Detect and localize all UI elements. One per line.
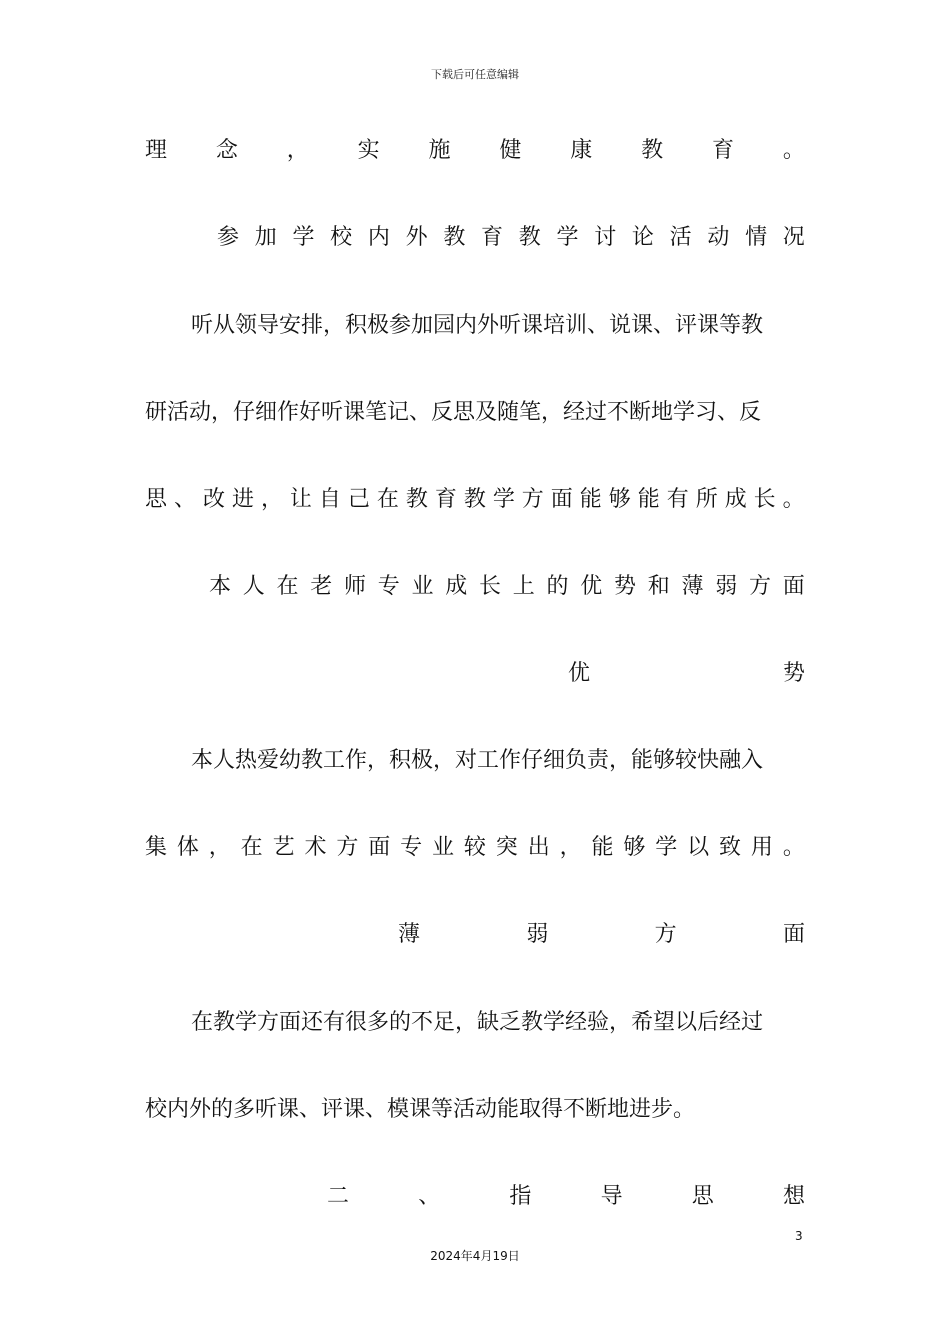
text-line bbox=[145, 570, 805, 604]
text-char: 能 bbox=[579, 487, 602, 512]
text-char: 上 bbox=[512, 574, 535, 599]
text-char: 业 bbox=[432, 835, 455, 860]
text-line: 校内外的多听课、评课、模课等活动能取得不断地进步。 bbox=[145, 1097, 696, 1122]
text-char: 集 bbox=[145, 835, 168, 860]
text-line bbox=[145, 483, 805, 517]
text-char: 和 bbox=[647, 574, 670, 599]
text-char: 致 bbox=[719, 835, 742, 860]
text-char: 薄 bbox=[681, 574, 704, 599]
text-char: 势 bbox=[782, 661, 805, 686]
text-char: 思 bbox=[691, 1184, 714, 1209]
text-char: 出 bbox=[527, 835, 550, 860]
text-char: 。 bbox=[782, 487, 805, 512]
text-char: 二 bbox=[327, 1184, 350, 1209]
text-char: 。 bbox=[782, 835, 805, 860]
text-char: 教 bbox=[518, 225, 541, 250]
text-char: 业 bbox=[411, 574, 434, 599]
text-char: 体 bbox=[176, 835, 199, 860]
text-char: 想 bbox=[782, 1184, 805, 1209]
text-line bbox=[145, 657, 805, 691]
text-char: 健 bbox=[499, 138, 522, 163]
text-char: 面 bbox=[782, 922, 805, 947]
text-char: 让 bbox=[289, 487, 312, 512]
text-char: 突 bbox=[495, 835, 518, 860]
text-char: 康 bbox=[570, 138, 593, 163]
text-char: 教 bbox=[641, 138, 664, 163]
text-char: 专 bbox=[400, 835, 423, 860]
text-char: ， bbox=[260, 487, 283, 512]
text-line: 在教学方面还有很多的不足，缺乏教学经验，希望以后经过 bbox=[191, 1010, 764, 1035]
text-char: 改 bbox=[202, 487, 225, 512]
text-char: 能 bbox=[637, 487, 660, 512]
text-char: 所 bbox=[695, 487, 718, 512]
text-char: 进 bbox=[231, 487, 254, 512]
text-char: 己 bbox=[347, 487, 370, 512]
text-char: 长 bbox=[479, 574, 502, 599]
text-char: 在 bbox=[276, 574, 299, 599]
text-char: 校 bbox=[330, 225, 353, 250]
text-char: 理 bbox=[145, 138, 168, 163]
text-char: 用 bbox=[750, 835, 773, 860]
text-char: 动 bbox=[707, 225, 730, 250]
text-line bbox=[145, 134, 805, 168]
text-char: 念 bbox=[215, 138, 238, 163]
text-char: 在 bbox=[376, 487, 399, 512]
text-char: 人 bbox=[242, 574, 265, 599]
text-char: 老 bbox=[310, 574, 333, 599]
text-char: 艺 bbox=[272, 835, 295, 860]
text-char: 弱 bbox=[526, 922, 549, 947]
text-char: 有 bbox=[666, 487, 689, 512]
text-char: 学 bbox=[292, 225, 315, 250]
text-char: 实 bbox=[357, 138, 380, 163]
text-char: 专 bbox=[377, 574, 400, 599]
text-line bbox=[145, 221, 805, 255]
text-char: 师 bbox=[344, 574, 367, 599]
text-char: 情 bbox=[745, 225, 768, 250]
text-char: 面 bbox=[368, 835, 391, 860]
text-char: 方 bbox=[336, 835, 359, 860]
text-char: 较 bbox=[463, 835, 486, 860]
text-char: 能 bbox=[591, 835, 614, 860]
text-char: 育 bbox=[434, 487, 457, 512]
text-char: 面 bbox=[550, 487, 573, 512]
text-char: 内 bbox=[367, 225, 390, 250]
text-char: 讨 bbox=[594, 225, 617, 250]
text-char: 优 bbox=[580, 574, 603, 599]
page-number: 3 bbox=[795, 1229, 803, 1243]
text-char: 弱 bbox=[715, 574, 738, 599]
text-char: 学 bbox=[655, 835, 678, 860]
text-char: ， bbox=[208, 835, 231, 860]
text-char: 在 bbox=[240, 835, 263, 860]
text-char: 况 bbox=[782, 225, 805, 250]
text-char: 参 bbox=[217, 225, 240, 250]
text-char: 长 bbox=[753, 487, 776, 512]
text-char: 教 bbox=[405, 487, 428, 512]
text-line: 本人热爱幼教工作，积极，对工作仔细负责，能够较快融入 bbox=[191, 748, 764, 773]
text-char: 加 bbox=[254, 225, 277, 250]
text-char: 优 bbox=[568, 661, 591, 686]
text-char: 面 bbox=[782, 574, 805, 599]
text-char: 育 bbox=[481, 225, 504, 250]
text-line bbox=[145, 1180, 805, 1214]
text-char: 自 bbox=[318, 487, 341, 512]
text-char: 成 bbox=[445, 574, 468, 599]
text-char: 思 bbox=[145, 487, 168, 512]
footer-date: 2024年4月19日 bbox=[430, 1249, 520, 1263]
text-char: 成 bbox=[724, 487, 747, 512]
text-char: 方 bbox=[521, 487, 544, 512]
text-char: 、 bbox=[173, 487, 196, 512]
text-line bbox=[145, 831, 805, 865]
text-char: 方 bbox=[654, 922, 677, 947]
text-char: 导 bbox=[600, 1184, 623, 1209]
text-char: 教 bbox=[443, 225, 466, 250]
text-char: 术 bbox=[304, 835, 327, 860]
text-char: 、 bbox=[418, 1184, 441, 1209]
text-char: 论 bbox=[631, 225, 654, 250]
text-char: 够 bbox=[623, 835, 646, 860]
text-char: ， bbox=[559, 835, 582, 860]
text-char: 学 bbox=[492, 487, 515, 512]
header-note: 下载后可任意编辑 bbox=[431, 68, 519, 81]
text-char: 教 bbox=[463, 487, 486, 512]
text-char: 活 bbox=[669, 225, 692, 250]
text-char: 。 bbox=[782, 138, 805, 163]
text-char: 方 bbox=[749, 574, 772, 599]
text-char: 薄 bbox=[398, 922, 421, 947]
text-char: 施 bbox=[428, 138, 451, 163]
text-char: 外 bbox=[405, 225, 428, 250]
text-line: 听从领导安排，积极参加园内外听课培训、说课、评课等教 bbox=[191, 313, 764, 338]
text-char: 的 bbox=[546, 574, 569, 599]
text-char: 势 bbox=[614, 574, 637, 599]
text-char: 指 bbox=[509, 1184, 532, 1209]
text-char: 够 bbox=[608, 487, 631, 512]
text-char: 学 bbox=[556, 225, 579, 250]
text-char: ， bbox=[286, 138, 309, 163]
text-line: 研活动，仔细作好听课笔记、反思及随笔，经过不断地学习、反 bbox=[145, 400, 762, 425]
text-char: 育 bbox=[712, 138, 735, 163]
text-line bbox=[145, 918, 805, 952]
text-char: 以 bbox=[687, 835, 710, 860]
text-char: 本 bbox=[209, 574, 232, 599]
